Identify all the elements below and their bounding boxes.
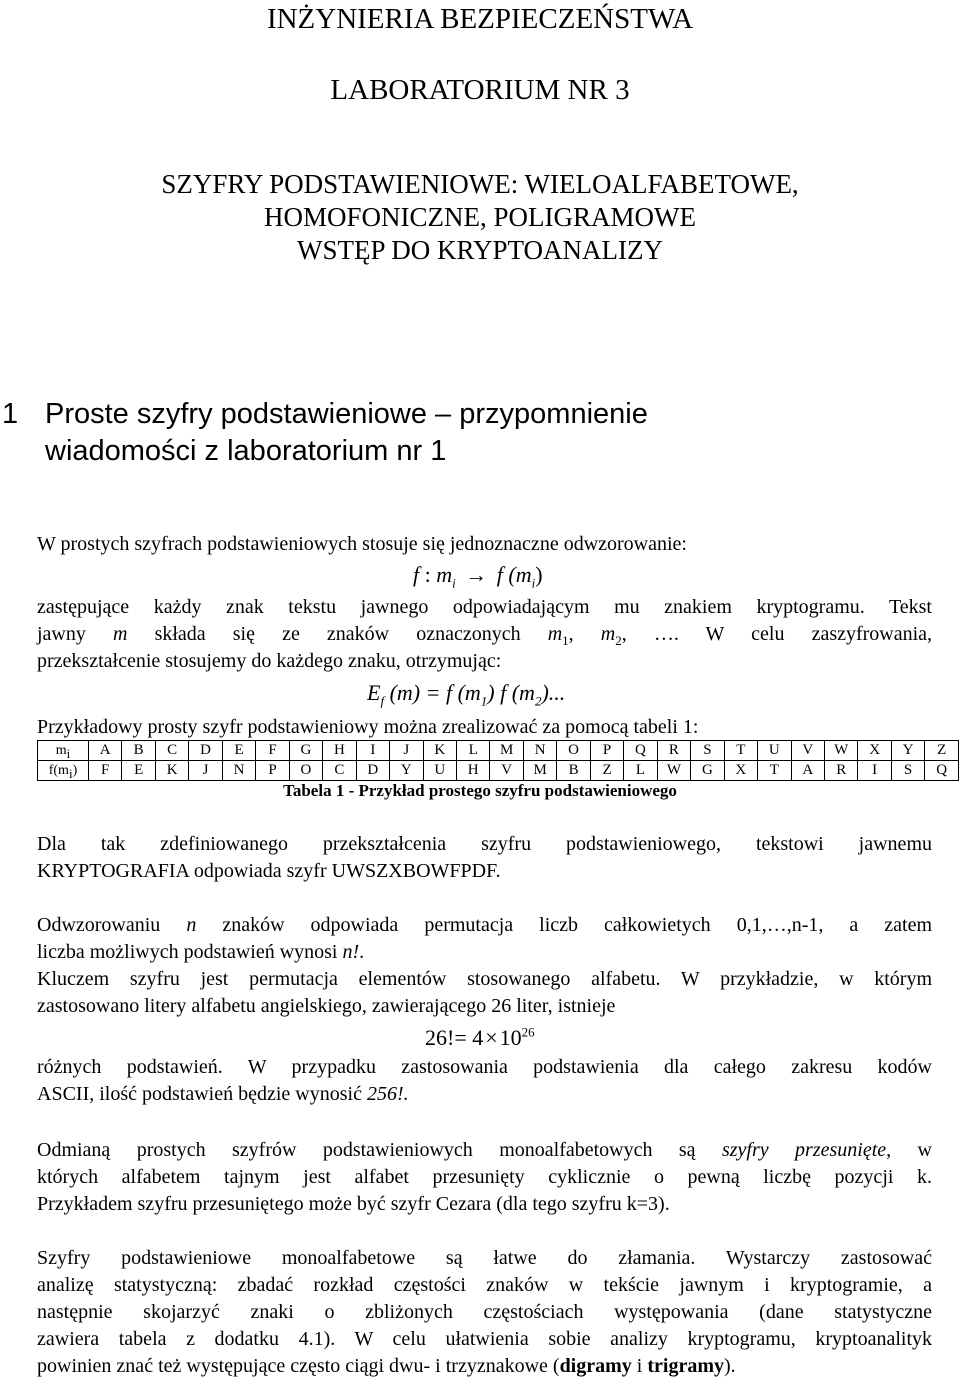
para2-line-1: zastępujące każdy znak tekstu jawnego odpowiadającym mu znakiem kryptogramu. Tekst (37, 596, 932, 618)
table-cell-cipher: T (758, 761, 791, 781)
sub-1: 1 (562, 633, 569, 648)
table-row-cipher (38, 761, 959, 781)
para4-line-1: Dla tak zdefiniowanego przekształcenia szyfru podstawieniowego, tekstowi jawnemu (37, 833, 932, 855)
table-cell-cipher: O (289, 761, 322, 781)
table-cell-cipher: J (189, 761, 222, 781)
arrow-icon: → (465, 562, 488, 587)
var-m2: m (600, 623, 616, 645)
table-cell-plain: Q (624, 741, 657, 761)
formula-colon: : (424, 562, 431, 587)
para2-line-2: jawny m składa się ze znaków oznaczonych $m_1$, $m_2$, …. W celu zaszyfrowania, (37, 623, 933, 648)
text-znakow: znaków odpowiada permutacja liczb całkowietych 0,1,…,n-1, a zatem (222, 914, 932, 936)
substitution-table (37, 740, 959, 781)
formula-f: f (413, 562, 420, 587)
table-cell-plain: R (657, 741, 690, 761)
table-cell-cipher: M (523, 761, 556, 781)
text-w-celu: , …. W celu zaszyfrowania, (621, 623, 933, 645)
table-cell-cipher: E (122, 761, 155, 781)
table-cell-cipher: N (222, 761, 255, 781)
para7-line-1 (37, 1137, 932, 1164)
table-cell-plain: E (222, 741, 255, 761)
table-cell-cipher: A (791, 761, 824, 781)
table-cell-cipher: R (824, 761, 857, 781)
text-end: ). (723, 1355, 736, 1377)
table-cell-cipher: P (256, 761, 289, 781)
table-cell-cipher: F (89, 761, 122, 781)
formula-mapping (413, 562, 543, 591)
formula-mid: ) f (m (487, 680, 535, 705)
formula-26-factorial: 26!= 4 (425, 1025, 484, 1050)
var-m: m (113, 623, 128, 645)
paragraph-example: Przykładowy prosty szyfr podstawieniowy można zrealizować za pomocą tabeli 1: (37, 716, 699, 738)
label-sub-i: i (66, 745, 71, 761)
table-cell-cipher: Y (390, 761, 423, 781)
label-fm: f(m (48, 762, 69, 778)
table-cell-cipher: X (724, 761, 757, 781)
topic-heading (0, 168, 960, 267)
paragraph-permutation (37, 912, 932, 1020)
table-cell-plain: A (89, 741, 122, 761)
formula-close: ) (535, 562, 543, 587)
table-cell-plain: T (724, 741, 757, 761)
table-cell-cipher: H (456, 761, 489, 781)
table-cell-plain: S (691, 741, 724, 761)
label-sub-i-2: i (68, 765, 73, 781)
paragraph-ascii (37, 1054, 932, 1108)
paragraph-kryptografia (37, 831, 932, 885)
table-cell-plain: H (323, 741, 356, 761)
section-title-line-2: wiadomości z laboratorium nr 1 (45, 435, 447, 467)
table-cell-plain: Z (925, 741, 959, 761)
section-number: 1 (2, 398, 19, 430)
table-cell-plain: K (423, 741, 456, 761)
para8-line-2: analizę statystyczną: zbadać rozkład częstości znaków w tekście jawnym i kryptogramie, a (37, 1274, 932, 1296)
table-header-cipher (38, 761, 89, 781)
formula-sub-f: f (380, 693, 385, 709)
times-icon: × (485, 1025, 498, 1050)
table-cell-cipher: Q (925, 761, 959, 781)
sub-2: 2 (615, 633, 622, 648)
table-header-plain (38, 741, 89, 761)
para2-line-3: przekształcenie stosujemy do każdego znaku, otrzymując: (37, 650, 502, 672)
formula-exponent: 26 (521, 1024, 535, 1040)
table-caption: Tabela 1 - Przykład prostego szyfru podstawieniowego (283, 781, 677, 800)
table-cell-cipher: Z (590, 761, 623, 781)
text-jawny: jawny (37, 623, 86, 645)
text-w: , w (886, 1139, 932, 1161)
var-m1: m (547, 623, 563, 645)
text-sklada: składa się ze znaków oznaczonych (154, 623, 521, 645)
label-m: m (55, 742, 67, 758)
formula-fm: f (m (496, 562, 532, 587)
section-title-line-1: Proste szyfry podstawieniowe – przypomnienie (45, 398, 648, 430)
para5-line-1 (37, 912, 932, 939)
para5-line-4: zastosowano litery alfabetu angielskiego, zawierającego 26 liter, istnieje (37, 995, 616, 1017)
var-n-factorial: n! (342, 941, 360, 963)
para6-line-1: różnych podstawień. W przypadku zastosowania podstawienia dla całego zakresu kodów (37, 1056, 932, 1078)
paragraph-plaintext (37, 594, 932, 675)
formula-sub-1: 1 (480, 693, 488, 709)
formula-m: m (436, 562, 453, 587)
para8-line-3: następnie skojarzyć znaki o zbliżonych częstościach występowania (dane statystyczne (37, 1301, 932, 1323)
table-cell-cipher: C (323, 761, 356, 781)
para6-line-2 (37, 1081, 932, 1108)
text-powinien: powinien znać też występujące często ciągi dwu- i trzyznakowe ( (37, 1355, 560, 1377)
text-256-factorial: 256!. (366, 1083, 409, 1105)
topic-line-3: WSTĘP DO KRYPTOANALIZY (296, 235, 663, 265)
formula-sub-i-2: i (531, 575, 536, 591)
lab-number: LABORATORIUM NR 3 (330, 74, 630, 106)
para7-line-3: Przykładem szyfru przesuniętego może być szyfr Cezara (dla tego szyfru k=3). (37, 1193, 670, 1215)
table-cell-plain: X (858, 741, 891, 761)
formula-sub-2: 2 (534, 693, 542, 709)
table-cell-plain: C (155, 741, 188, 761)
document-title: INŻYNIERIA BEZPIECZEŃSTWA (266, 3, 694, 35)
text-ascii: ASCII, ilość podstawień będzie wynosić (37, 1083, 362, 1105)
table-cell-cipher: U (423, 761, 456, 781)
term-trigramy: trigramy (647, 1355, 724, 1377)
table-cell-cipher: V (490, 761, 523, 781)
table-cell-plain: F (256, 741, 289, 761)
paragraph-cryptanalysis (37, 1245, 932, 1380)
para7-line-2: których alfabetem tajnym jest alfabet przesunięty cyklicznie o pewną liczbę pozycji k. (37, 1166, 932, 1188)
formula-encryption (367, 680, 566, 709)
paragraph-intro: W prostych szyfrach podstawieniowych stosuje się jednoznaczne odwzorowanie: (37, 533, 687, 555)
formula-sub-i: i (452, 575, 456, 591)
formula-E: E (367, 680, 381, 705)
table-cell-cipher: D (356, 761, 389, 781)
table-cell-cipher: W (657, 761, 690, 781)
table-cell-plain: W (824, 741, 857, 761)
table-cell-plain: J (390, 741, 423, 761)
para8-line-1: Szyfry podstawieniowe monoalfabetowe są łatwe do złamania. Wystarczy zastosować (37, 1247, 932, 1269)
table-cell-plain: M (490, 741, 523, 761)
para5-line-3: Kluczem szyfru jest permutacja elementów stosowanego alfabetu. W przykładzie, w którym (37, 968, 932, 990)
table-cell-plain: G (289, 741, 322, 761)
paragraph-shift-ciphers (37, 1137, 932, 1218)
text-odwzorowaniu: Odwzorowaniu (37, 914, 161, 936)
para5-line-2 (37, 939, 932, 966)
table-cell-plain: V (791, 741, 824, 761)
table-cell-plain: B (122, 741, 155, 761)
term-digramy: digramy (559, 1355, 632, 1377)
table-cell-plain: P (590, 741, 623, 761)
table-cell-plain: D (189, 741, 222, 761)
table-cell-plain: O (557, 741, 590, 761)
table-cell-cipher: K (155, 761, 188, 781)
text-liczba: liczba możliwych podstawień wynosi (37, 941, 338, 963)
var-n: n (186, 914, 197, 936)
topic-line-1: SZYFRY PODSTAWIENIOWE: WIELOALFABETOWE, (161, 169, 799, 199)
para4-line-2: KRYPTOGRAFIA odpowiada szyfr UWSZXBOWFPDF. (37, 860, 501, 882)
table-cell-plain: U (758, 741, 791, 761)
para8-line-5 (37, 1353, 932, 1380)
table-cell-plain: N (523, 741, 556, 761)
formula-count (425, 1025, 535, 1051)
table-cell-cipher: L (624, 761, 657, 781)
term-szyfry-przesuniete: szyfry przesunięte (721, 1139, 887, 1161)
formula-lhs: (m) = f (m (389, 680, 481, 705)
table-row-plain (38, 741, 959, 761)
para8-line-4: zawiera tabela z dodatku 4.1). W celu ułatwienia sobie analizy kryptogramu, kryptoanalityk (37, 1328, 932, 1350)
table-cell-plain: L (456, 741, 489, 761)
formula-base: 10 (499, 1025, 522, 1050)
topic-line-2: HOMOFONICZNE, POLIGRAMOWE (264, 202, 696, 232)
text-odmiana: Odmianą prostych szyfrów podstawieniowych monoalfabetowych są (37, 1139, 696, 1161)
table-cell-cipher: G (691, 761, 724, 781)
label-close: ) (72, 762, 78, 778)
table-cell-plain: I (356, 741, 389, 761)
formula-end: )... (541, 680, 566, 705)
table-cell-plain: Y (891, 741, 924, 761)
table-cell-cipher: I (858, 761, 891, 781)
text-and: i (631, 1355, 648, 1377)
table-cell-cipher: B (557, 761, 590, 781)
text-period: . (359, 941, 365, 963)
table-cell-cipher: S (891, 761, 924, 781)
